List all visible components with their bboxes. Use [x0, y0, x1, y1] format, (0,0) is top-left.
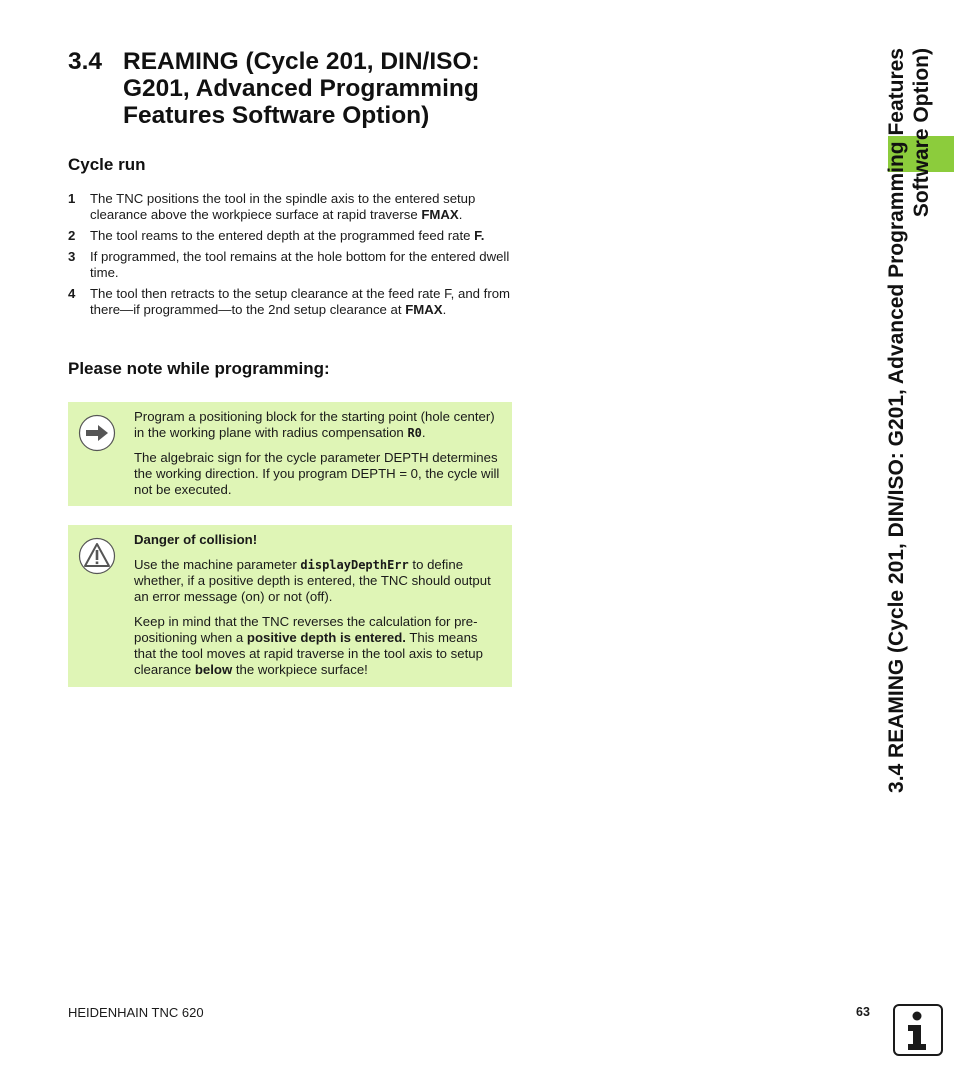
- warning-triangle-icon: [78, 537, 116, 575]
- section-title-text: REAMING (Cycle 201, DIN/ISO: G201, Advanced Programming Features Software Option): [123, 48, 480, 129]
- footer-product: HEIDENHAIN TNC 620: [68, 1005, 204, 1020]
- cycle-run-steps: [68, 191, 514, 323]
- step-item: 1 The TNC positions the tool in the spindle axis to the entered setup clearance above the workpiece surface at rapid traverse FMAX.: [68, 191, 476, 222]
- sidebar-vertical-title: 3.4 REAMING (Cycle 201, DIN/ISO: G201, Advanced Programming Features Software Option): [885, 48, 933, 793]
- chapter-sidebar: [880, 0, 954, 975]
- section-number: 3.4: [68, 48, 103, 75]
- arrow-right-icon: [78, 414, 116, 452]
- warning-box: [68, 525, 512, 687]
- step-item: 2 The tool reams to the entered depth at the programmed feed rate F.: [68, 228, 485, 243]
- note-paragraph: The algebraic sign for the cycle parameter DEPTH determines the working direction. If you program DEPTH = 0, the cycle will not be executed.: [134, 450, 500, 497]
- step-item: 3 If programmed, the tool remains at the hole bottom for the entered dwell time.: [68, 249, 510, 280]
- cycle-run-heading: Cycle run: [68, 155, 146, 174]
- page-number: 63: [856, 1005, 870, 1019]
- warning-title: Danger of collision!: [134, 532, 258, 547]
- info-icon: [893, 1004, 943, 1056]
- note-paragraph: Program a positioning block for the starting point (hole center) in the working plane with radius compensation R0.: [134, 409, 495, 440]
- note-box: [68, 402, 512, 506]
- warning-paragraph: Keep in mind that the TNC reverses the calculation for pre-positioning when a positive depth is entered. This means that the tool moves at rapid traverse in the tool axis to setup clearance below the workpiece surface!: [134, 614, 483, 677]
- section-title: [68, 48, 538, 129]
- step-item: 4 The tool then retracts to the setup clearance at the feed rate F, and from there—if programmed—to the 2nd setup clearance at FMAX.: [68, 286, 511, 317]
- warning-paragraph: Use the machine parameter displayDepthErr to define whether, if a positive depth is entered, the TNC should output an error message (on) or not (off).: [134, 557, 491, 604]
- notes-heading: Please note while programming:: [68, 359, 330, 378]
